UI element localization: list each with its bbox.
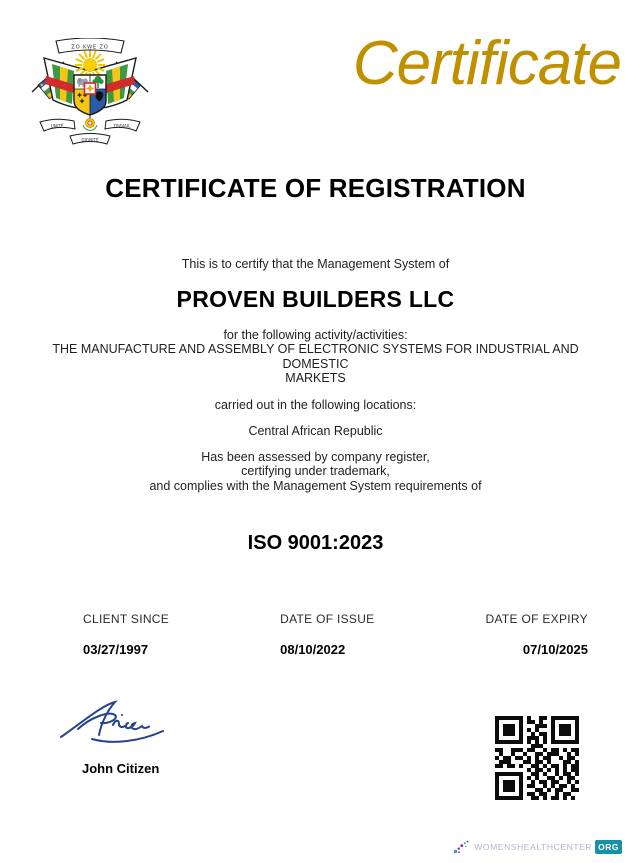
signature-icon — [58, 698, 170, 746]
qr-code — [495, 716, 579, 800]
activity-line: MARKETS — [285, 371, 346, 386]
coat-of-arms-icon — [30, 38, 150, 152]
page-title: CERTIFICATE OF REGISTRATION — [105, 173, 526, 203]
location-value: Central African Republic — [248, 424, 383, 438]
company-name: PROVEN BUILDERS LLC — [176, 286, 455, 312]
motto-top: ZO KWE ZO — [71, 44, 109, 51]
assessment-block — [0, 450, 631, 493]
client-since-value: 03/27/1997 — [83, 642, 149, 657]
activity-block — [0, 328, 631, 386]
client-since-label: CLIENT SINCE — [83, 612, 170, 626]
assessed-line: and complies with the Management System requirements of — [149, 478, 482, 493]
date-of-expiry-column — [486, 612, 588, 657]
date-of-expiry-value: 07/10/2025 — [522, 642, 588, 657]
watermark-logo — [453, 839, 622, 855]
activity-line: DOMESTIC — [282, 356, 349, 371]
client-since-column — [83, 612, 169, 657]
motto-bottom: DIGNITÉ — [81, 137, 99, 143]
sun-disc — [84, 59, 97, 72]
watermark-dots-icon — [453, 839, 471, 855]
activity-line: THE MANUFACTURE AND ASSEMBLY OF ELECTRONIC SYSTEMS FOR INDUSTRIAL AND — [52, 342, 579, 357]
assessed-line: certifying under trademark, — [241, 464, 390, 479]
certify-line: This is to certify that the Management System of — [181, 257, 450, 271]
date-of-issue-column — [280, 612, 374, 657]
signatory-name: John Citizen — [82, 761, 160, 776]
motto-left: UNITÉ — [50, 123, 64, 129]
motto-right: TRAVAIL — [113, 123, 131, 129]
date-of-issue-value: 08/10/2022 — [280, 642, 346, 657]
watermark-org-badge: ORG — [595, 840, 622, 854]
certificate-script-title: Certificate — [352, 29, 621, 98]
standard-name: ISO 9001:2023 — [247, 532, 384, 554]
date-of-expiry-label: DATE OF EXPIRY — [485, 612, 588, 626]
medal-icon — [83, 115, 97, 131]
watermark-text: WOMENSHEALTHCENTER — [474, 842, 593, 852]
activity-intro: for the following activity/activities: — [223, 328, 408, 342]
locations-intro: carried out in the following locations: — [214, 398, 417, 412]
date-of-issue-label: DATE OF ISSUE — [280, 612, 375, 626]
dates-row — [83, 612, 588, 657]
assessed-line: Has been assessed by company register, — [201, 450, 430, 464]
